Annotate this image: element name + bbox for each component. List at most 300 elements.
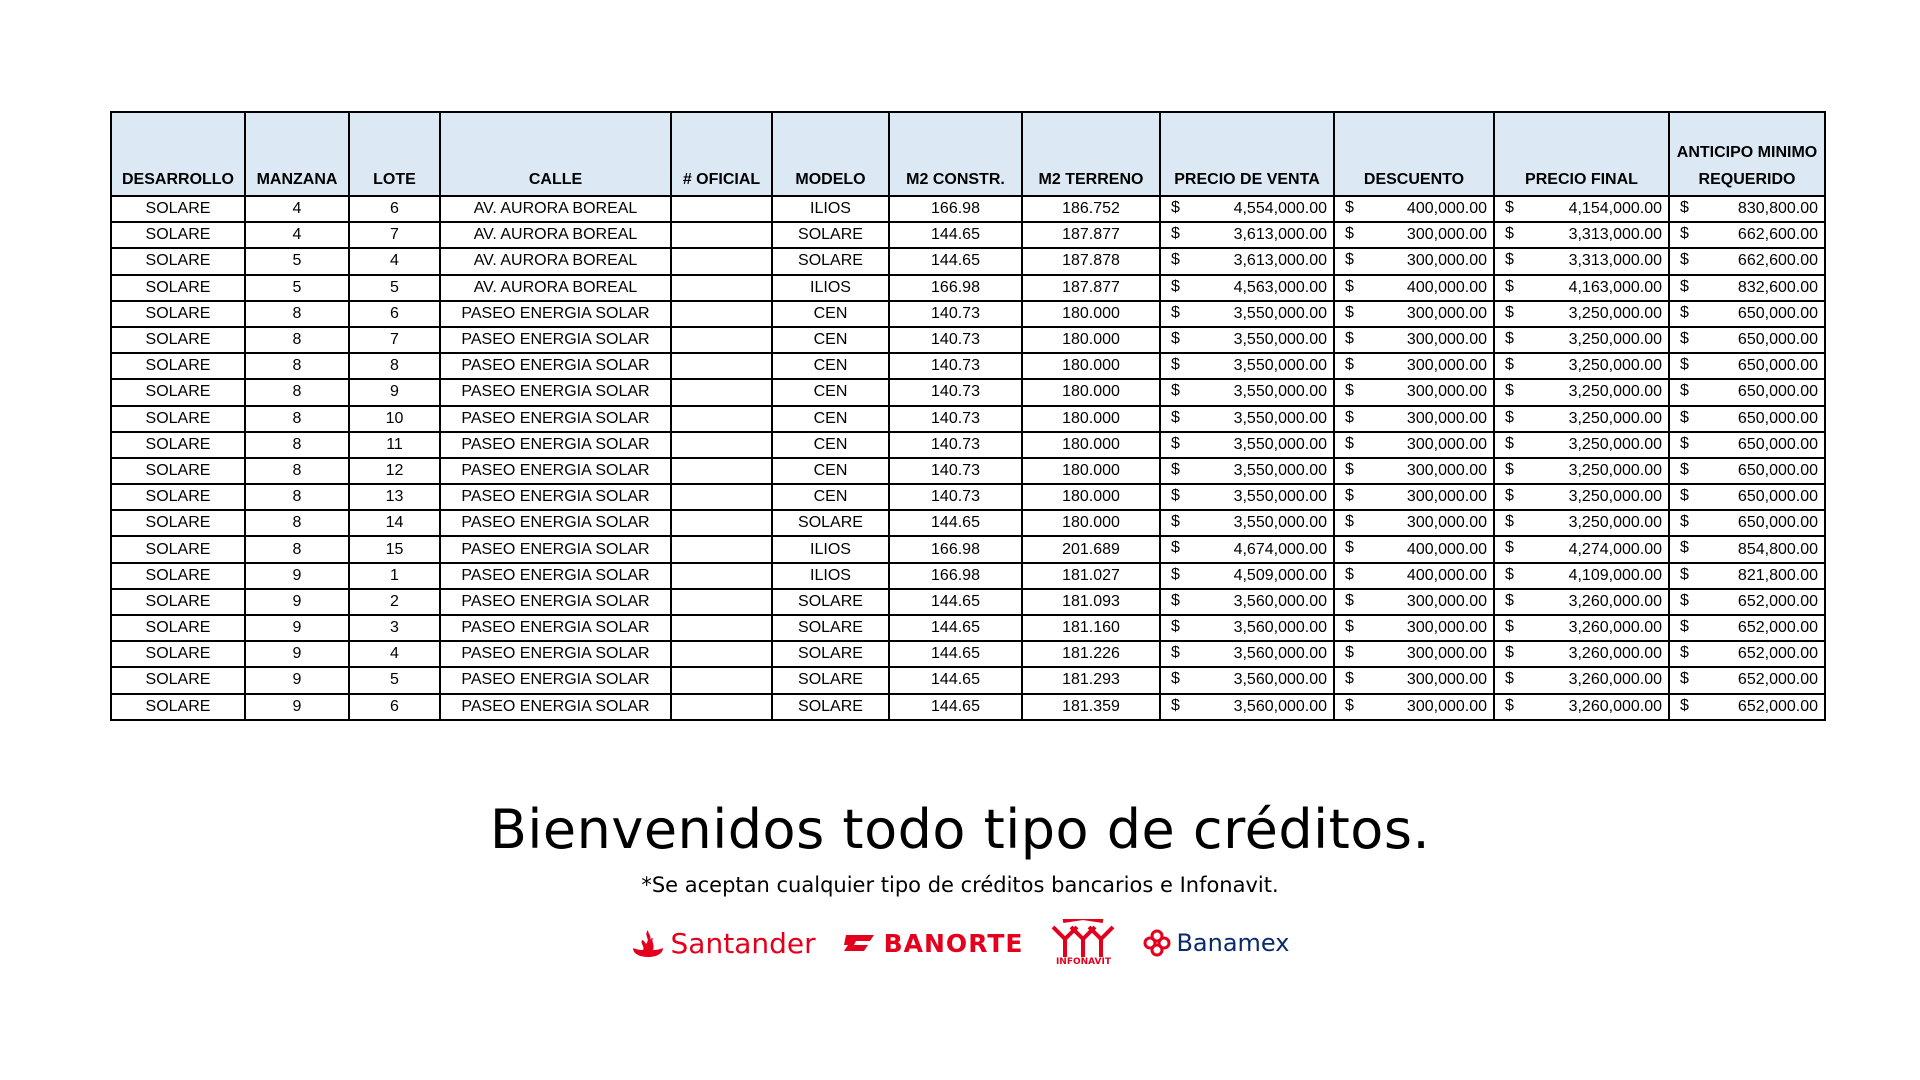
currency-symbol: $ xyxy=(1505,199,1514,216)
table-cell xyxy=(1494,615,1669,641)
infonavit-house-icon xyxy=(1049,919,1117,959)
infonavit-wordmark: INFONAVIT xyxy=(1055,957,1111,967)
table-cell xyxy=(1160,248,1334,274)
table-row xyxy=(111,196,1825,222)
table-cell xyxy=(1494,694,1669,720)
currency-symbol: $ xyxy=(1345,329,1354,347)
amount-value: 300,000.00 xyxy=(1406,357,1487,375)
currency-symbol: $ xyxy=(1171,225,1180,243)
currency-symbol: $ xyxy=(1171,382,1180,400)
table-cell: SOLARE xyxy=(772,589,889,615)
currency-symbol: $ xyxy=(1680,696,1689,714)
table-cell xyxy=(1160,694,1334,720)
table-cell xyxy=(1669,406,1825,432)
currency-symbol: $ xyxy=(1345,408,1354,426)
currency-symbol: $ xyxy=(1171,513,1180,531)
amount-value: 400,000.00 xyxy=(1406,540,1487,558)
banamex-flower-icon xyxy=(1143,929,1171,957)
amount-value: 300,000.00 xyxy=(1406,226,1487,244)
table-row xyxy=(111,563,1825,589)
table-cell xyxy=(1669,301,1825,327)
table-cell: 8 xyxy=(245,379,349,405)
table-cell xyxy=(1669,196,1825,222)
amount-value: 3,260,000.00 xyxy=(1568,592,1662,610)
column-header: # OFICIAL xyxy=(671,112,772,196)
table-row xyxy=(111,406,1825,432)
amount-value: 830,800.00 xyxy=(1737,200,1818,218)
currency-symbol: $ xyxy=(1680,408,1689,426)
table-cell: 8 xyxy=(349,353,440,379)
amount-value: 3,560,000.00 xyxy=(1233,671,1327,689)
amount-value: 650,000.00 xyxy=(1737,357,1818,375)
currency-symbol: $ xyxy=(1505,618,1514,635)
table-cell xyxy=(1160,510,1334,536)
table-cell xyxy=(671,379,772,405)
table-cell: 9 xyxy=(245,615,349,641)
amount-value: 3,613,000.00 xyxy=(1233,252,1327,270)
table-cell xyxy=(1160,484,1334,510)
table-cell: CEN xyxy=(772,458,889,484)
table-cell: PASEO ENERGIA SOLAR xyxy=(440,536,671,562)
table-cell: 9 xyxy=(245,641,349,667)
currency-symbol: $ xyxy=(1505,460,1514,478)
table-cell: 6 xyxy=(349,301,440,327)
table-cell: 144.65 xyxy=(889,248,1022,274)
table-cell xyxy=(1669,327,1825,353)
table-cell: 9 xyxy=(349,379,440,405)
currency-symbol: $ xyxy=(1505,356,1514,374)
table-cell: 4 xyxy=(245,196,349,222)
table-cell: SOLARE xyxy=(111,248,245,274)
currency-symbol: $ xyxy=(1680,565,1689,583)
table-cell xyxy=(1669,563,1825,589)
currency-symbol: $ xyxy=(1505,225,1514,243)
table-cell xyxy=(1494,301,1669,327)
table-cell: 187.877 xyxy=(1022,222,1160,248)
amount-value: 854,800.00 xyxy=(1737,540,1818,558)
amount-value: 4,674,000.00 xyxy=(1233,540,1327,558)
table-cell: SOLARE xyxy=(111,510,245,536)
table-cell xyxy=(1494,563,1669,589)
currency-symbol: $ xyxy=(1345,565,1354,583)
table-cell: SOLARE xyxy=(111,327,245,353)
currency-symbol: $ xyxy=(1171,644,1180,662)
column-header: PRECIO DE VENTA xyxy=(1160,112,1334,196)
currency-symbol: $ xyxy=(1345,618,1354,635)
column-header: DESCUENTO xyxy=(1334,112,1494,196)
table-cell: 181.093 xyxy=(1022,589,1160,615)
currency-symbol: $ xyxy=(1505,565,1514,583)
table-cell: SOLARE xyxy=(111,484,245,510)
table-cell xyxy=(1669,353,1825,379)
table-cell: 144.65 xyxy=(889,222,1022,248)
table-cell: 166.98 xyxy=(889,275,1022,301)
currency-symbol: $ xyxy=(1505,487,1514,505)
table-cell: 201.689 xyxy=(1022,536,1160,562)
amount-value: 3,560,000.00 xyxy=(1233,645,1327,663)
amount-value: 300,000.00 xyxy=(1406,331,1487,349)
table-cell: AV. AURORA BOREAL xyxy=(440,248,671,274)
table-cell: CEN xyxy=(772,432,889,458)
amount-value: 300,000.00 xyxy=(1406,435,1487,453)
amount-value: 650,000.00 xyxy=(1737,435,1818,453)
table-cell xyxy=(1494,667,1669,693)
currency-symbol: $ xyxy=(1680,591,1689,609)
table-cell: SOLARE xyxy=(111,301,245,327)
table-cell xyxy=(1160,563,1334,589)
table-cell xyxy=(1334,641,1494,667)
table-cell xyxy=(1334,510,1494,536)
table-cell: PASEO ENERGIA SOLAR xyxy=(440,563,671,589)
table-cell: PASEO ENERGIA SOLAR xyxy=(440,458,671,484)
table-cell xyxy=(1669,510,1825,536)
amount-value: 300,000.00 xyxy=(1406,514,1487,532)
table-cell: 8 xyxy=(245,432,349,458)
table-cell: ILIOS xyxy=(772,563,889,589)
amount-value: 650,000.00 xyxy=(1737,331,1818,349)
amount-value: 3,550,000.00 xyxy=(1233,357,1327,375)
currency-symbol: $ xyxy=(1680,225,1689,243)
table-cell: 7 xyxy=(349,327,440,353)
table-cell xyxy=(671,641,772,667)
table-cell: 187.877 xyxy=(1022,275,1160,301)
table-cell xyxy=(1669,432,1825,458)
table-cell: 180.000 xyxy=(1022,458,1160,484)
table-cell: 180.000 xyxy=(1022,432,1160,458)
table-cell: SOLARE xyxy=(111,432,245,458)
amount-value: 652,000.00 xyxy=(1737,697,1818,715)
table-row xyxy=(111,327,1825,353)
currency-symbol: $ xyxy=(1171,696,1180,714)
currency-symbol: $ xyxy=(1680,251,1689,269)
credits-subline: *Se aceptan cualquier tipo de créditos bancarios e Infonavit. xyxy=(641,873,1279,897)
amount-value: 652,000.00 xyxy=(1737,671,1818,689)
table-cell: 187.878 xyxy=(1022,248,1160,274)
column-header: MANZANA xyxy=(245,112,349,196)
table-cell xyxy=(671,406,772,432)
table-cell: SOLARE xyxy=(111,589,245,615)
table-cell: PASEO ENERGIA SOLAR xyxy=(440,301,671,327)
table-cell xyxy=(671,667,772,693)
table-cell: 180.000 xyxy=(1022,379,1160,405)
table-cell xyxy=(1160,536,1334,562)
table-cell xyxy=(1494,275,1669,301)
table-cell: SOLARE xyxy=(111,667,245,693)
amount-value: 300,000.00 xyxy=(1406,383,1487,401)
amount-value: 652,000.00 xyxy=(1737,592,1818,610)
table-cell: 140.73 xyxy=(889,301,1022,327)
amount-value: 300,000.00 xyxy=(1406,488,1487,506)
table-cell: PASEO ENERGIA SOLAR xyxy=(440,641,671,667)
table-cell: 8 xyxy=(245,484,349,510)
table-row xyxy=(111,248,1825,274)
table-cell: PASEO ENERGIA SOLAR xyxy=(440,484,671,510)
amount-value: 3,550,000.00 xyxy=(1233,461,1327,479)
table-cell xyxy=(1669,458,1825,484)
price-table xyxy=(110,111,1826,721)
currency-symbol: $ xyxy=(1505,670,1514,688)
table-cell xyxy=(1334,301,1494,327)
table-cell: CEN xyxy=(772,379,889,405)
table-cell xyxy=(1669,275,1825,301)
table-cell: SOLARE xyxy=(111,196,245,222)
table-cell: 13 xyxy=(349,484,440,510)
table-cell: 166.98 xyxy=(889,563,1022,589)
amount-value: 650,000.00 xyxy=(1737,304,1818,322)
table-cell: PASEO ENERGIA SOLAR xyxy=(440,615,671,641)
amount-value: 3,313,000.00 xyxy=(1568,226,1662,244)
column-header: M2 TERRENO xyxy=(1022,112,1160,196)
amount-value: 300,000.00 xyxy=(1406,671,1487,689)
table-cell xyxy=(1334,615,1494,641)
table-cell xyxy=(1334,222,1494,248)
table-cell: 181.027 xyxy=(1022,563,1160,589)
table-cell: CEN xyxy=(772,327,889,353)
currency-symbol: $ xyxy=(1680,277,1689,295)
currency-symbol: $ xyxy=(1345,356,1354,374)
currency-symbol: $ xyxy=(1171,434,1180,452)
table-cell: 4 xyxy=(245,222,349,248)
currency-symbol: $ xyxy=(1505,513,1514,531)
amount-value: 4,563,000.00 xyxy=(1233,278,1327,296)
table-cell xyxy=(1669,667,1825,693)
table-cell xyxy=(1494,406,1669,432)
table-cell xyxy=(671,694,772,720)
table-cell: 12 xyxy=(349,458,440,484)
amount-value: 3,560,000.00 xyxy=(1233,592,1327,610)
amount-value: 3,250,000.00 xyxy=(1568,304,1662,322)
table-cell: 181.226 xyxy=(1022,641,1160,667)
table-cell xyxy=(671,248,772,274)
currency-symbol: $ xyxy=(1345,225,1354,243)
table-cell xyxy=(671,353,772,379)
currency-symbol: $ xyxy=(1680,618,1689,635)
table-cell: PASEO ENERGIA SOLAR xyxy=(440,694,671,720)
table-cell: SOLARE xyxy=(772,667,889,693)
table-row xyxy=(111,484,1825,510)
table-cell: SOLARE xyxy=(772,694,889,720)
table-cell xyxy=(1669,615,1825,641)
currency-symbol: $ xyxy=(1680,303,1689,321)
santander-flame-icon xyxy=(631,928,665,958)
table-cell xyxy=(1494,248,1669,274)
currency-symbol: $ xyxy=(1345,591,1354,609)
amount-value: 650,000.00 xyxy=(1737,383,1818,401)
amount-value: 3,260,000.00 xyxy=(1568,697,1662,715)
amount-value: 300,000.00 xyxy=(1406,697,1487,715)
table-cell: 140.73 xyxy=(889,484,1022,510)
currency-symbol: $ xyxy=(1345,460,1354,478)
amount-value: 3,250,000.00 xyxy=(1568,383,1662,401)
amount-value: 4,274,000.00 xyxy=(1568,540,1662,558)
banamex-wordmark: Banamex xyxy=(1176,929,1290,957)
currency-symbol: $ xyxy=(1345,434,1354,452)
table-cell: 8 xyxy=(245,301,349,327)
table-cell xyxy=(1669,248,1825,274)
currency-symbol: $ xyxy=(1171,199,1180,216)
table-cell: AV. AURORA BOREAL xyxy=(440,222,671,248)
banorte-logo xyxy=(842,929,1024,958)
amount-value: 3,260,000.00 xyxy=(1568,645,1662,663)
currency-symbol: $ xyxy=(1680,329,1689,347)
amount-value: 650,000.00 xyxy=(1737,514,1818,532)
table-cell: SOLARE xyxy=(772,248,889,274)
table-cell xyxy=(1160,406,1334,432)
table-cell xyxy=(671,222,772,248)
currency-symbol: $ xyxy=(1171,539,1180,557)
table-cell: SOLARE xyxy=(111,615,245,641)
table-cell xyxy=(1160,432,1334,458)
table-cell: 1 xyxy=(349,563,440,589)
table-cell xyxy=(671,458,772,484)
table-cell: SOLARE xyxy=(772,222,889,248)
table-cell: 8 xyxy=(245,406,349,432)
amount-value: 662,600.00 xyxy=(1737,226,1818,244)
currency-symbol: $ xyxy=(1171,329,1180,347)
table-cell: 6 xyxy=(349,196,440,222)
table-cell: SOLARE xyxy=(111,536,245,562)
table-cell xyxy=(1160,327,1334,353)
table-cell: PASEO ENERGIA SOLAR xyxy=(440,667,671,693)
currency-symbol: $ xyxy=(1505,591,1514,609)
amount-value: 3,250,000.00 xyxy=(1568,357,1662,375)
amount-value: 3,550,000.00 xyxy=(1233,435,1327,453)
table-cell: PASEO ENERGIA SOLAR xyxy=(440,510,671,536)
table-cell: 8 xyxy=(245,458,349,484)
amount-value: 3,250,000.00 xyxy=(1568,461,1662,479)
currency-symbol: $ xyxy=(1171,356,1180,374)
amount-value: 650,000.00 xyxy=(1737,461,1818,479)
table-cell: 144.65 xyxy=(889,667,1022,693)
table-cell xyxy=(1494,536,1669,562)
amount-value: 3,250,000.00 xyxy=(1568,331,1662,349)
currency-symbol: $ xyxy=(1505,539,1514,557)
amount-value: 3,260,000.00 xyxy=(1568,619,1662,637)
table-cell xyxy=(671,432,772,458)
currency-symbol: $ xyxy=(1345,644,1354,662)
table-cell: 144.65 xyxy=(889,589,1022,615)
table-row xyxy=(111,510,1825,536)
table-cell: 4 xyxy=(349,248,440,274)
table-cell xyxy=(1334,484,1494,510)
table-cell: 180.000 xyxy=(1022,510,1160,536)
price-table-container xyxy=(110,111,1824,721)
banamex-logo xyxy=(1143,929,1289,957)
amount-value: 3,260,000.00 xyxy=(1568,671,1662,689)
table-cell: ILIOS xyxy=(772,536,889,562)
currency-symbol: $ xyxy=(1345,251,1354,269)
currency-symbol: $ xyxy=(1680,199,1689,216)
amount-value: 4,163,000.00 xyxy=(1568,278,1662,296)
table-cell: SOLARE xyxy=(111,694,245,720)
table-cell xyxy=(1334,667,1494,693)
table-cell: 5 xyxy=(245,248,349,274)
table-cell: 180.000 xyxy=(1022,406,1160,432)
table-cell xyxy=(1160,275,1334,301)
table-cell: 4 xyxy=(349,641,440,667)
currency-symbol: $ xyxy=(1171,408,1180,426)
table-cell: 166.98 xyxy=(889,536,1022,562)
table-cell xyxy=(1334,196,1494,222)
currency-symbol: $ xyxy=(1505,434,1514,452)
table-cell xyxy=(1334,536,1494,562)
table-cell xyxy=(1669,589,1825,615)
table-cell: SOLARE xyxy=(111,222,245,248)
currency-symbol: $ xyxy=(1505,329,1514,347)
table-cell xyxy=(1334,458,1494,484)
column-header: CALLE xyxy=(440,112,671,196)
table-cell: PASEO ENERGIA SOLAR xyxy=(440,353,671,379)
amount-value: 300,000.00 xyxy=(1406,461,1487,479)
amount-value: 4,554,000.00 xyxy=(1233,200,1327,218)
table-cell: SOLARE xyxy=(111,406,245,432)
currency-symbol: $ xyxy=(1171,618,1180,635)
amount-value: 400,000.00 xyxy=(1406,278,1487,296)
amount-value: 3,550,000.00 xyxy=(1233,514,1327,532)
amount-value: 3,250,000.00 xyxy=(1568,488,1662,506)
table-row xyxy=(111,353,1825,379)
table-cell xyxy=(1669,484,1825,510)
currency-symbol: $ xyxy=(1680,356,1689,374)
table-cell xyxy=(671,275,772,301)
table-cell: 5 xyxy=(245,275,349,301)
table-cell: SOLARE xyxy=(772,641,889,667)
table-row xyxy=(111,379,1825,405)
table-cell: 166.98 xyxy=(889,196,1022,222)
table-cell xyxy=(1334,248,1494,274)
bank-logos xyxy=(0,918,1920,968)
table-cell: 140.73 xyxy=(889,432,1022,458)
banorte-mark-icon xyxy=(842,931,878,955)
amount-value: 650,000.00 xyxy=(1737,409,1818,427)
currency-symbol: $ xyxy=(1171,591,1180,609)
table-cell: 140.73 xyxy=(889,458,1022,484)
amount-value: 650,000.00 xyxy=(1737,488,1818,506)
currency-symbol: $ xyxy=(1505,303,1514,321)
currency-symbol: $ xyxy=(1680,434,1689,452)
table-cell: 140.73 xyxy=(889,379,1022,405)
column-header: LOTE xyxy=(349,112,440,196)
table-header-row xyxy=(111,112,1825,196)
table-cell: 8 xyxy=(245,510,349,536)
table-cell xyxy=(1494,327,1669,353)
table-cell: 140.73 xyxy=(889,353,1022,379)
table-cell: PASEO ENERGIA SOLAR xyxy=(440,379,671,405)
santander-wordmark: Santander xyxy=(670,926,816,960)
table-cell: SOLARE xyxy=(111,563,245,589)
table-cell: PASEO ENERGIA SOLAR xyxy=(440,327,671,353)
table-cell: 181.293 xyxy=(1022,667,1160,693)
amount-value: 3,550,000.00 xyxy=(1233,331,1327,349)
currency-symbol: $ xyxy=(1345,199,1354,216)
table-cell xyxy=(1160,353,1334,379)
table-cell xyxy=(1160,458,1334,484)
table-cell: 5 xyxy=(349,667,440,693)
table-cell: 181.359 xyxy=(1022,694,1160,720)
table-row xyxy=(111,222,1825,248)
currency-symbol: $ xyxy=(1345,382,1354,400)
table-cell: 186.752 xyxy=(1022,196,1160,222)
santander-logo xyxy=(631,927,816,960)
amount-value: 300,000.00 xyxy=(1406,252,1487,270)
table-row xyxy=(111,667,1825,693)
table-cell xyxy=(1334,406,1494,432)
currency-symbol: $ xyxy=(1171,277,1180,295)
table-cell: 10 xyxy=(349,406,440,432)
table-cell xyxy=(671,510,772,536)
table-cell xyxy=(1494,510,1669,536)
amount-value: 652,000.00 xyxy=(1737,645,1818,663)
